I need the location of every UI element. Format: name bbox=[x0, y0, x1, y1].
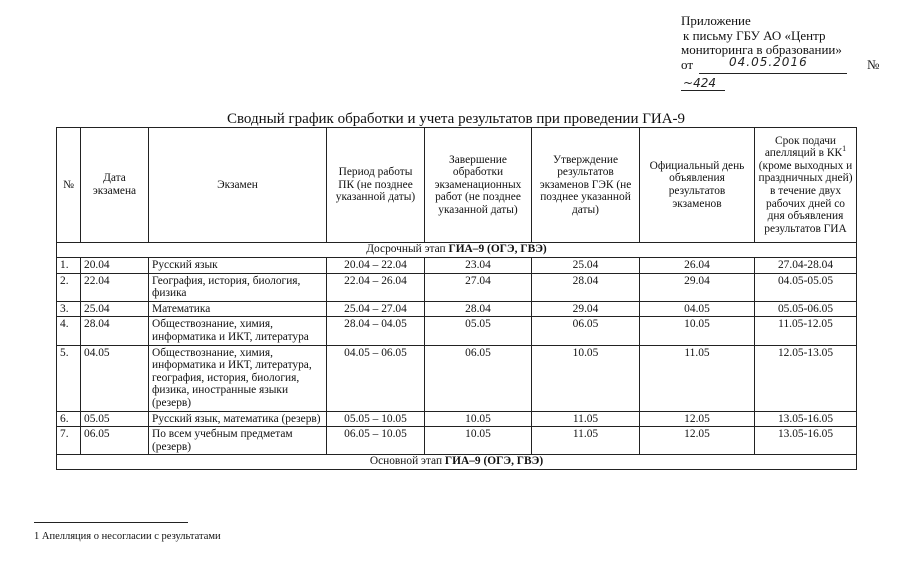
annex-number-row bbox=[681, 74, 842, 90]
annex-block bbox=[681, 13, 880, 90]
stage-early bbox=[57, 243, 857, 258]
stage-main bbox=[57, 455, 857, 470]
cell-exam: География, история, биология, физика bbox=[149, 273, 327, 301]
cell-period: 20.04 – 22.04 bbox=[327, 258, 425, 274]
cell-date: 25.04 bbox=[81, 301, 149, 317]
cell-num: 3. bbox=[57, 301, 81, 317]
header-official-day: Официальный день объявления результатов экзаменов bbox=[640, 128, 755, 243]
document-title: Сводный график обработки и учета результатов при проведении ГИА-9 bbox=[226, 111, 686, 127]
table-row bbox=[57, 317, 857, 345]
cell-period: 28.04 – 04.05 bbox=[327, 317, 425, 345]
cell-period: 25.04 – 27.04 bbox=[327, 301, 425, 317]
header-completion: Завершение обработки экзаменационных работ (не позднее указанной даты) bbox=[425, 128, 532, 243]
cell-exam: Обществознание, химия, информатика и ИКТ, литература bbox=[149, 317, 327, 345]
stage-row-main bbox=[57, 455, 857, 470]
cell-approval: 25.04 bbox=[532, 258, 640, 274]
footnote-marker: 1 bbox=[842, 144, 847, 154]
header-appeal bbox=[755, 128, 857, 243]
table-row bbox=[57, 301, 857, 317]
cell-appeal: 13.05-16.05 bbox=[755, 411, 857, 427]
stage-main-bold: ГИА–9 (ОГЭ, ГВЭ) bbox=[444, 455, 544, 468]
table-row bbox=[57, 345, 857, 411]
table-row bbox=[57, 273, 857, 301]
cell-date: 20.04 bbox=[81, 258, 149, 274]
cell-completion: 10.05 bbox=[425, 411, 532, 427]
cell-appeal: 11.05-12.05 bbox=[755, 317, 857, 345]
handwritten-number: ~424 bbox=[683, 75, 716, 90]
cell-completion: 23.04 bbox=[425, 258, 532, 274]
cell-approval: 06.05 bbox=[532, 317, 640, 345]
cell-exam: Русский язык, математика (резерв) bbox=[149, 411, 327, 427]
cell-appeal: 27.04-28.04 bbox=[755, 258, 857, 274]
cell-appeal: 04.05-05.05 bbox=[755, 273, 857, 301]
cell-appeal: 12.05-13.05 bbox=[755, 345, 857, 411]
header-period: Период работы ПК (не позднее указанной даты) bbox=[327, 128, 425, 243]
footnote-separator bbox=[34, 522, 188, 523]
annex-line-1: Приложение bbox=[681, 13, 751, 28]
table-row bbox=[57, 411, 857, 427]
header-exam: Экзамен bbox=[149, 128, 327, 243]
cell-completion: 06.05 bbox=[425, 345, 532, 411]
handwritten-number-value: 424 bbox=[693, 75, 716, 90]
header-appeal-rest: (кроме выходных и праздничных дней) в течение двух рабочих дней со дня объявления результатов ГИА bbox=[758, 159, 853, 235]
cell-num: 5. bbox=[57, 345, 81, 411]
cell-completion: 05.05 bbox=[425, 317, 532, 345]
cell-approval: 28.04 bbox=[532, 273, 640, 301]
cell-num: 2. bbox=[57, 273, 81, 301]
cell-period: 05.05 – 10.05 bbox=[327, 411, 425, 427]
cell-official: 26.04 bbox=[640, 258, 755, 274]
cell-exam: Русский язык bbox=[149, 258, 327, 274]
cell-official: 04.05 bbox=[640, 301, 755, 317]
stage-row-early bbox=[57, 243, 857, 258]
cell-period: 04.05 – 06.05 bbox=[327, 345, 425, 411]
cell-approval: 29.04 bbox=[532, 301, 640, 317]
cell-exam: По всем учебным предметам (резерв) bbox=[149, 427, 327, 455]
handwritten-date: 04.05.2016 bbox=[729, 54, 808, 69]
cell-official: 12.05 bbox=[640, 427, 755, 455]
stage-main-prefix: Основной этап bbox=[369, 455, 445, 468]
cell-official: 29.04 bbox=[640, 273, 755, 301]
number-underline bbox=[681, 90, 725, 91]
cell-exam: Обществознание, химия, информатика и ИКТ, литература, география, история, биология, физика, иностранные языки (резерв) bbox=[149, 345, 327, 411]
header-num: № bbox=[57, 128, 81, 243]
cell-approval: 11.05 bbox=[532, 411, 640, 427]
number-sign: № bbox=[867, 56, 880, 72]
table-row bbox=[57, 427, 857, 455]
cell-period: 22.04 – 26.04 bbox=[327, 273, 425, 301]
cell-period: 06.05 – 10.05 bbox=[327, 427, 425, 455]
footnote: 1 Апелляция о несогласии с результатами bbox=[34, 531, 221, 542]
annex-date-row bbox=[681, 54, 880, 74]
stage-early-prefix: Досрочный этап bbox=[366, 243, 449, 255]
cell-date: 28.04 bbox=[81, 317, 149, 345]
annex-line-2: к письму ГБУ АО «Центр bbox=[683, 27, 826, 43]
cell-date: 22.04 bbox=[81, 273, 149, 301]
cell-completion: 27.04 bbox=[425, 273, 532, 301]
stage-early-bold: ГИА–9 (ОГЭ, ГВЭ) bbox=[448, 243, 547, 255]
cell-date: 05.05 bbox=[81, 411, 149, 427]
cell-appeal: 13.05-16.05 bbox=[755, 427, 857, 455]
schedule-table bbox=[56, 127, 857, 470]
cell-completion: 10.05 bbox=[425, 427, 532, 455]
header-approval: Утверждение результатов экзаменов ГЭК (не позднее указанной даты) bbox=[532, 128, 640, 243]
cell-official: 11.05 bbox=[640, 345, 755, 411]
cell-completion: 28.04 bbox=[425, 301, 532, 317]
cell-date: 06.05 bbox=[81, 427, 149, 455]
table-header-row bbox=[57, 128, 857, 243]
table-row bbox=[57, 258, 857, 274]
cell-exam: Математика bbox=[149, 301, 327, 317]
header-appeal-main: Срок подачи апелляций в КК bbox=[764, 134, 843, 160]
cell-num: 4. bbox=[57, 317, 81, 345]
cell-official: 12.05 bbox=[640, 411, 755, 427]
cell-num: 1. bbox=[57, 258, 81, 274]
cell-num: 6. bbox=[57, 411, 81, 427]
header-date: Дата экзамена bbox=[81, 128, 149, 243]
cell-approval: 11.05 bbox=[532, 427, 640, 455]
cell-official: 10.05 bbox=[640, 317, 755, 345]
from-label: от bbox=[681, 56, 694, 72]
annex-line-3: мониторинга в образовании» bbox=[681, 42, 842, 57]
cell-approval: 10.05 bbox=[532, 345, 640, 411]
cell-num: 7. bbox=[57, 427, 81, 455]
cell-date: 04.05 bbox=[81, 345, 149, 411]
cell-appeal: 05.05-06.05 bbox=[755, 301, 857, 317]
